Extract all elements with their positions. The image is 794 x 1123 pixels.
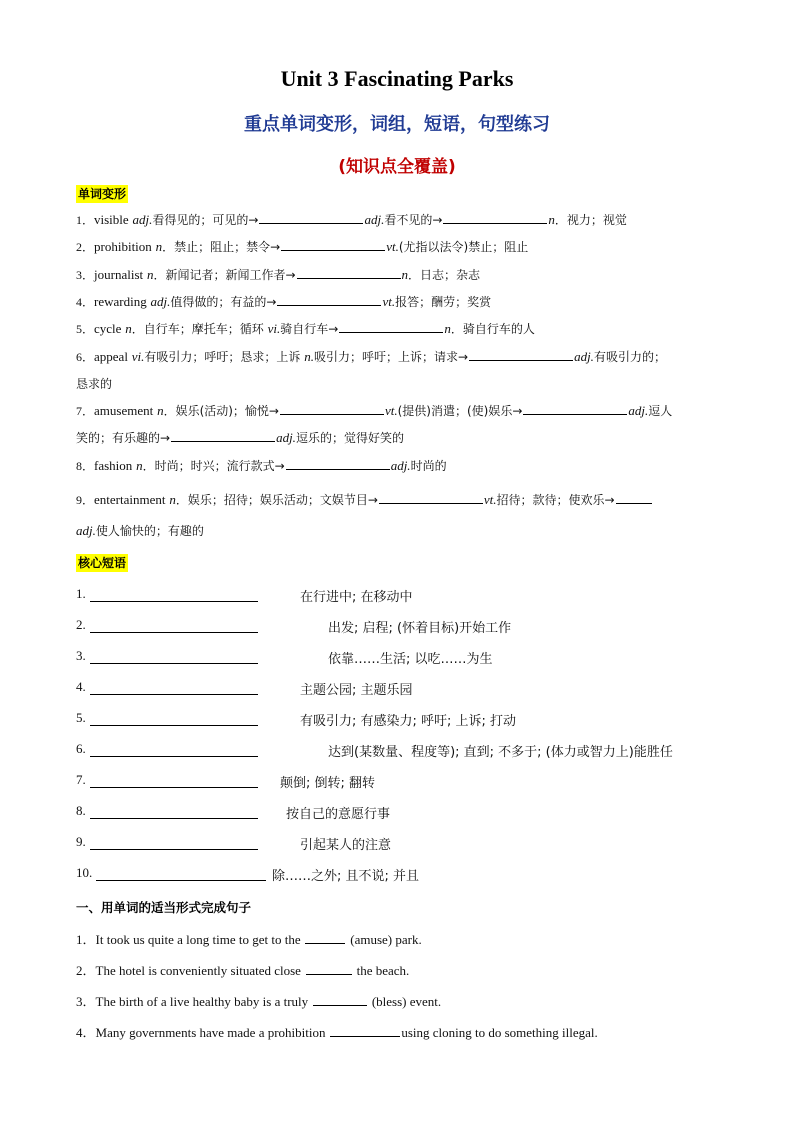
phrase-meaning: 除……之外; 且不说; 并且	[272, 869, 420, 884]
vocab-item-5	[76, 320, 726, 338]
gloss: ．新闻记者；新闻工作者→	[153, 268, 296, 282]
pos-label: n	[136, 458, 143, 473]
phrase-meaning: 颠倒; 倒转; 翻转	[280, 776, 376, 791]
headword: fashion	[94, 458, 133, 473]
headword: visible	[94, 212, 129, 227]
item-number: 4．	[76, 1025, 96, 1040]
item-number: 6．	[76, 350, 95, 364]
answer-blank[interactable]	[280, 402, 384, 415]
item-number: 3．	[76, 268, 95, 282]
vocab-item-2	[76, 238, 726, 256]
gloss: 有吸引力的；	[593, 350, 666, 364]
item-number: 3.	[76, 648, 86, 663]
item-number: 2.	[76, 617, 86, 632]
gloss: ．禁止；阻止；禁令→	[162, 240, 281, 254]
gloss: 时尚的	[410, 459, 447, 473]
vocab-item-4	[76, 293, 726, 311]
sentence-start: The birth of a live healthy baby is a truly	[95, 994, 309, 1009]
headword: appeal	[94, 349, 128, 364]
pos-label: vt.	[382, 294, 396, 309]
exercise-item-3	[76, 991, 441, 1010]
pos-label: n	[157, 403, 164, 418]
answer-blank[interactable]	[330, 1024, 400, 1037]
answer-blank[interactable]	[523, 402, 627, 415]
sentence-end: using cloning to do something illegal.	[401, 1025, 598, 1040]
phrase-blank[interactable]	[90, 787, 258, 788]
item-number: 5.	[76, 710, 86, 725]
gloss: 骑自行车→	[280, 322, 339, 336]
gloss: 有吸引力；呼吁；恳求；上诉	[144, 350, 301, 364]
item-number: 3．	[76, 994, 96, 1009]
gloss: 笑的；有乐趣的→	[76, 431, 171, 445]
pos-label: vt.	[384, 403, 398, 418]
gloss: ．娱乐；招待；娱乐活动；文娱节目→	[175, 493, 378, 507]
pos-label: adj.	[150, 294, 171, 309]
pos-label: adj.	[574, 349, 594, 364]
item-number: 1．	[76, 932, 96, 947]
item-number: 2．	[76, 240, 95, 254]
sentence-end: (amuse) park.	[350, 932, 422, 947]
item-number: 7.	[76, 772, 86, 787]
gloss: 看不见的→	[384, 213, 443, 227]
section-tag-vocab: 单词变形	[78, 187, 127, 201]
pos-label: n	[169, 492, 176, 507]
pos-label: n	[444, 321, 451, 336]
answer-blank[interactable]	[277, 293, 381, 306]
gloss: 招待；款待；使欢乐→	[496, 493, 615, 507]
phrase-meaning: 有吸引力; 有感染力; 呼吁; 上诉; 打动	[300, 714, 517, 729]
pos-label: n	[125, 321, 132, 336]
vocab-item-7-cont	[76, 429, 726, 447]
sentence-end: (bless) event.	[371, 994, 442, 1009]
phrase-meaning: 在行进中; 在移动中	[300, 590, 413, 605]
answer-blank[interactable]	[259, 211, 363, 224]
phrase-meaning: 主题公园; 主题乐园	[300, 683, 413, 698]
sentence-end: the beach.	[356, 963, 410, 978]
pos-label: n	[155, 239, 163, 254]
vocab-item-3	[76, 266, 726, 284]
section-tag-phrases: 核心短语	[78, 556, 127, 570]
gloss: 值得做的；有益的→	[170, 295, 277, 309]
vocab-item-6-cont	[76, 375, 726, 393]
answer-blank[interactable]	[286, 457, 390, 470]
sentence-start: It took us quite a long time to get to the	[95, 932, 301, 947]
pos-label: adj.	[276, 430, 296, 445]
headword: amusement	[94, 403, 154, 418]
pos-label: vt.	[386, 239, 399, 254]
gloss: ．骑自行车的人	[450, 322, 535, 336]
gloss: 使人愉快的；有趣的	[95, 524, 204, 538]
headword: entertainment	[94, 492, 166, 507]
answer-blank[interactable]	[379, 491, 483, 504]
gloss: (提供)消遣；(使)娱乐→	[397, 404, 523, 418]
answer-blank[interactable]	[281, 238, 385, 251]
pos-label: n	[401, 267, 409, 282]
phrase-blank[interactable]	[90, 601, 258, 602]
gloss: ．日志；杂志	[408, 268, 481, 282]
gloss: ．时尚；时兴；流行款式→	[142, 459, 285, 473]
pos-label: adj.	[628, 403, 649, 418]
gloss: 逗人	[648, 404, 673, 418]
page-subtitle-coverage: (知识点全覆盖)	[338, 157, 456, 177]
answer-blank[interactable]	[297, 266, 401, 279]
phrase-blank[interactable]	[90, 694, 258, 695]
gloss: ．视力；视觉	[554, 213, 627, 227]
item-number: 6.	[76, 741, 86, 756]
item-number: 9．	[76, 493, 95, 507]
phrase-meaning: 按自己的意愿行事	[286, 807, 391, 822]
answer-blank[interactable]	[339, 320, 443, 333]
headword: journalist	[94, 267, 144, 282]
headword: prohibition	[94, 239, 152, 254]
pos-label: adj.	[364, 212, 385, 227]
sentence-start: The hotel is conveniently situated close	[95, 963, 301, 978]
item-number: 8.	[76, 803, 86, 818]
item-number: 5．	[76, 322, 95, 336]
exercise-item-4	[76, 1022, 598, 1041]
phrase-meaning: 引起某人的注意	[300, 838, 392, 853]
pos-label: n.	[304, 349, 314, 364]
vocab-item-8	[76, 457, 726, 475]
item-number: 1．	[76, 213, 95, 227]
item-number: 4．	[76, 295, 95, 309]
exercise-item-2	[76, 960, 409, 979]
pos-label: adj.	[132, 212, 153, 227]
sentence-start: Many governments have made a prohibition	[95, 1025, 326, 1040]
gloss: 报答；酬劳；奖赏	[395, 295, 492, 309]
pos-label: vi.	[267, 321, 281, 336]
pos-label: n	[548, 212, 555, 227]
page-title: Unit 3 Fascinating Parks	[280, 66, 514, 91]
vocab-item-6	[76, 348, 726, 366]
exercise-heading: 一、用单词的适当形式完成句子	[76, 900, 252, 915]
gloss: 吸引力；呼吁；上诉；请求→	[314, 350, 469, 364]
pos-label: adj.	[390, 458, 411, 473]
item-number: 10.	[76, 865, 93, 880]
gloss: 恳求的	[76, 377, 113, 391]
page-subtitle: 重点单词变形，词组，短语，句型练习	[244, 114, 550, 135]
pos-label: vt.	[483, 492, 497, 507]
vocab-item-9	[76, 491, 726, 509]
phrase-blank[interactable]	[96, 880, 266, 881]
gloss: 逗乐的；觉得好笑的	[295, 431, 404, 445]
answer-blank[interactable]	[306, 962, 352, 975]
pos-label: n	[146, 267, 154, 282]
item-number: 1.	[76, 586, 86, 601]
answer-blank[interactable]	[443, 211, 547, 224]
phrase-blank[interactable]	[90, 818, 258, 819]
phrase-blank[interactable]	[90, 849, 258, 850]
phrase-meaning: 达到(某数量、程度等); 直到; 不多于; (体力或智力上)能胜任	[328, 745, 673, 760]
answer-blank[interactable]	[616, 491, 652, 504]
item-number: 8．	[76, 459, 95, 473]
phrase-blank[interactable]	[90, 756, 258, 757]
phrase-meaning: 依靠……生活; 以吃……为生	[328, 652, 493, 667]
headword: cycle	[94, 321, 122, 336]
answer-blank[interactable]	[171, 429, 275, 442]
answer-blank[interactable]	[305, 931, 345, 944]
gloss: 看得见的；可见的→	[152, 213, 259, 227]
gloss: (尤指以法令)禁止；阻止	[398, 240, 529, 254]
vocab-item-1	[76, 211, 726, 229]
item-number: 9.	[76, 834, 86, 849]
phrase-blank[interactable]	[90, 663, 258, 664]
phrase-blank[interactable]	[90, 725, 258, 726]
item-number: 2．	[76, 963, 96, 978]
item-number: 4.	[76, 679, 86, 694]
vocab-item-7	[76, 402, 726, 420]
pos-label: adj.	[76, 523, 96, 538]
gloss: ．娱乐(活动)；愉悦→	[163, 404, 279, 418]
phrase-meaning: 出发; 启程; (怀着目标)开始工作	[328, 621, 512, 636]
headword: rewarding	[94, 294, 147, 309]
answer-blank[interactable]	[313, 993, 367, 1006]
gloss: ．自行车；摩托车；循环	[131, 322, 264, 336]
pos-label: vi.	[131, 349, 145, 364]
item-number: 7．	[76, 404, 95, 418]
answer-blank[interactable]	[469, 348, 573, 361]
exercise-item-1	[76, 929, 422, 948]
phrase-blank[interactable]	[90, 632, 258, 633]
vocab-item-9-cont	[76, 522, 726, 540]
